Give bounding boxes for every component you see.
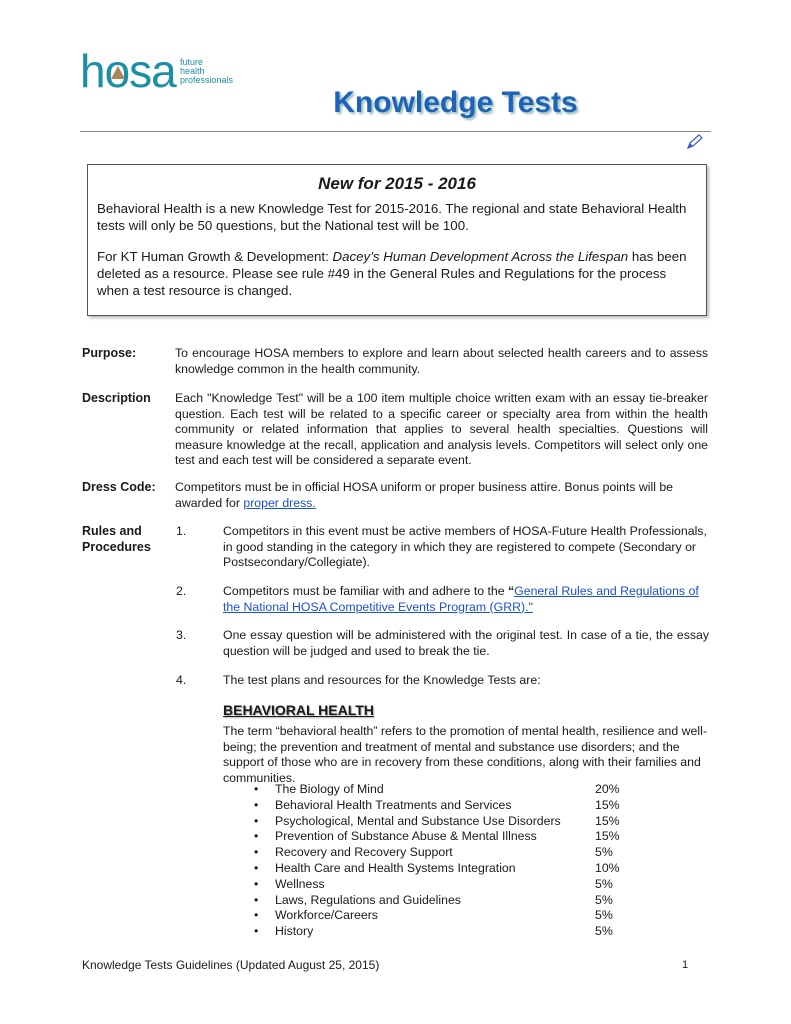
dress-code-label: Dress Code: — [82, 480, 156, 494]
list-item: • Recovery and Recovery Support 5% — [254, 845, 613, 860]
list-item: • History 5% — [254, 924, 613, 939]
rule-item: The test plans and resources for the Knowledge Tests are: — [223, 673, 541, 687]
page-footer: Knowledge Tests Guidelines (Updated August 25, 2015) — [82, 958, 380, 972]
bullet-icon: • — [254, 782, 259, 796]
bullet-icon: • — [254, 797, 259, 812]
resource-title: Dacey’s Human Development Across the Lifespan — [332, 249, 629, 264]
list-item: • Health Care and Health Systems Integration 10% — [254, 860, 620, 875]
rule-number: 4. — [176, 673, 187, 687]
rule-item: Competitors in this event must be active members of HOSA-Future Health Professionals, in good standing in the category in which they are registered to compete (Secondary or Postsecondary/Collegiate). — [223, 524, 707, 569]
list-item: • Wellness 5% — [254, 876, 613, 891]
rule-item: Competitors must be familiar with and adhere to the “General Rules and Regulations of the National HOSA Competitive Events Program (GRR)." — [223, 584, 699, 614]
rule-number: 2. — [176, 584, 187, 598]
purpose-label: Purpose: — [82, 346, 137, 360]
dress-code-text: Competitors must be in official HOSA uniform or proper business attire. Bonus points will be awarded for proper dress. — [175, 480, 674, 510]
rules-label: Rules and Procedures — [82, 524, 151, 554]
behavioral-health-heading: BEHAVIORAL HEALTH — [223, 702, 374, 718]
bullet-icon: • — [254, 924, 259, 939]
list-item: • Workforce/Careers 5% — [254, 908, 613, 923]
bullet-icon: • — [254, 892, 259, 907]
logo-tagline: future health professionals — [180, 57, 234, 85]
bullet-icon: • — [254, 829, 259, 844]
logo-triangle-icon — [111, 66, 125, 79]
page-title: Knowledge Tests — [333, 86, 578, 119]
notice-paragraph-1: Behavioral Health is a new Knowledge Test for 2015-2016. The regional and state Behavioral Health tests will only be 50 questions, but the National test will be 100. — [97, 201, 687, 233]
purpose-text: To encourage HOSA members to explore and learn about selected health careers and to assess knowledge common in the health community. — [175, 346, 708, 376]
new-for-notice-box — [87, 164, 707, 316]
logo-wordmark: hosa — [80, 45, 176, 97]
list-item: • Laws, Regulations and Guidelines 5% — [254, 892, 613, 907]
behavioral-health-description: The term “behavioral health” refers to the promotion of mental health, resilience and well-being; the prevention and treatment of mental and substance use disorders; and the support of those who are in recovery from these conditions, along with their families and communities. — [223, 724, 707, 785]
page-number: 1 — [682, 959, 689, 971]
grr-link[interactable]: General Rules and Regulations of the National HOSA Competitive Events Program (GRR)." — [223, 584, 699, 614]
bullet-icon: • — [254, 860, 259, 875]
bullet-icon: • — [254, 813, 259, 828]
rule-item: One essay question will be administered with the original test. In case of a tie, the essay question will be judged and used to break the tie. — [223, 628, 709, 658]
proper-dress-link[interactable]: proper dress. — [243, 495, 316, 510]
notice-heading: New for 2015 - 2016 — [318, 174, 476, 193]
header-divider — [80, 131, 711, 132]
bullet-icon: • — [254, 876, 259, 891]
notice-paragraph-2: For KT Human Growth & Development: Dacey’s Human Development Across the Lifespan has been deleted as a resource. Please see rule #49 in the General Rules and Regulations for the process when a test resource is changed. — [97, 249, 687, 298]
rule-number: 1. — [176, 524, 187, 538]
bullet-icon: • — [254, 908, 259, 923]
description-text: Each "Knowledge Test" will be a 100 item multiple choice written exam with an essay tie-breaker question. Each test will be related to a specific career or specialty area from within the health community or related information that applies to several health specialties. Questions will measure knowledge at the recall, application and analysis levels. Competitors will select only one test and each test will be considered a separate event. — [175, 391, 708, 467]
list-item: • Prevention of Substance Abuse & Mental Illness 15% — [254, 829, 620, 844]
bullet-icon: • — [254, 845, 259, 860]
list-item: • Psychological, Mental and Substance Use Disorders 15% — [254, 813, 620, 828]
rule-number: 3. — [176, 628, 187, 642]
list-item: • The Biology of Mind 20% — [254, 782, 620, 796]
list-item: • Behavioral Health Treatments and Services 15% — [254, 797, 620, 812]
topic-list — [254, 782, 634, 940]
pencil-edit-icon[interactable] — [686, 134, 704, 150]
description-label: Description — [82, 391, 151, 405]
